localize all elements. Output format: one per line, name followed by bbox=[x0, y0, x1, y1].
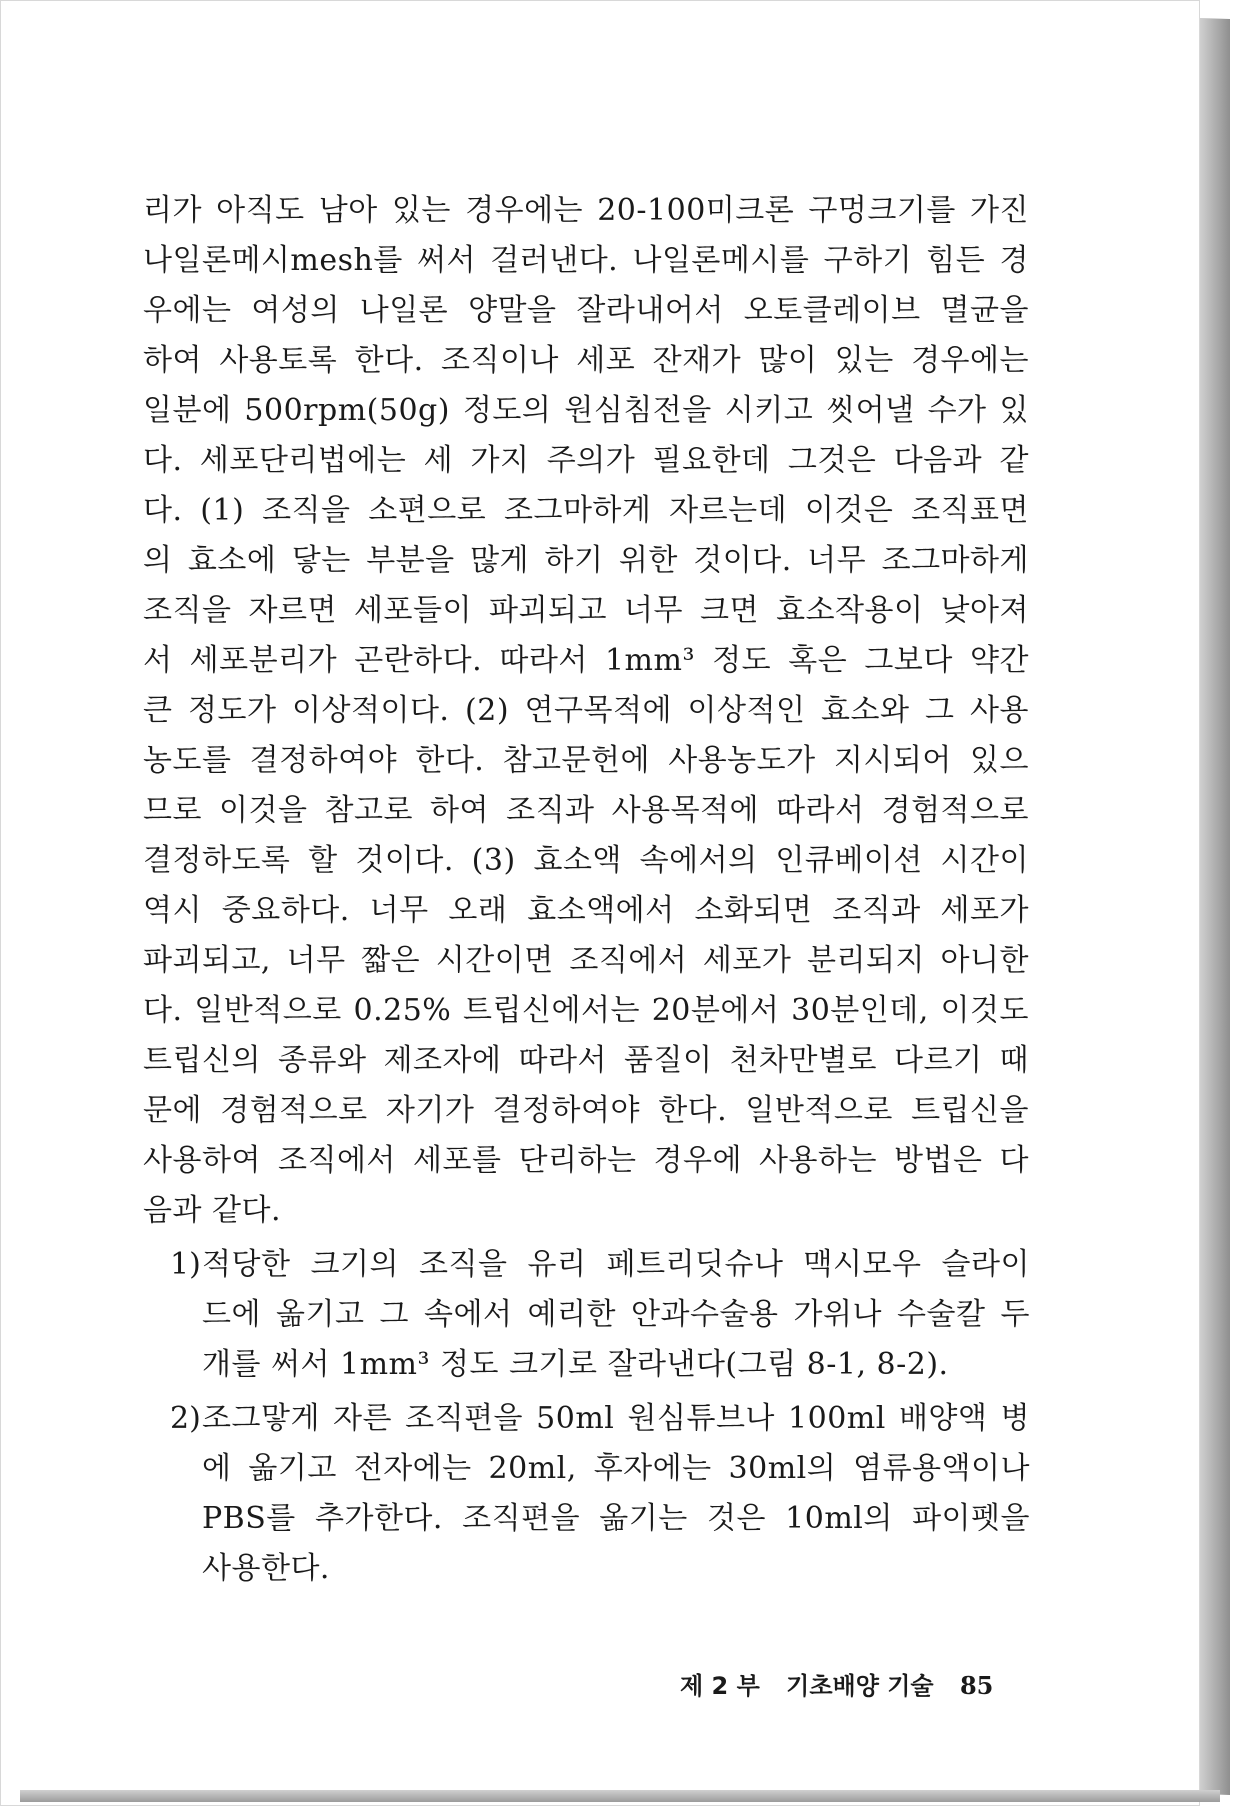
paragraph-line: 트립신의 종류와 제조자에 따라서 품질이 천차만별로 다르기 때 bbox=[143, 1043, 1029, 1078]
paragraph-line: 음과 같다. bbox=[143, 1193, 281, 1228]
list-item-number: 2) bbox=[170, 1401, 201, 1436]
paragraph-line: 역시 중요하다. 너무 오래 효소액에서 소화되면 조직과 세포가 bbox=[143, 893, 1029, 928]
list-item-line: 적당한 크기의 조직을 유리 페트리딧슈나 맥시모우 슬라이 bbox=[202, 1247, 1030, 1282]
list-item-line: 사용한다. bbox=[202, 1551, 330, 1586]
list-item-line: 에 옮기고 전자에는 20ml, 후자에는 30ml의 염류용액이나 bbox=[202, 1451, 1030, 1486]
list-item-line: 드에 옮기고 그 속에서 예리한 안과수술용 가위나 수술칼 두 bbox=[202, 1297, 1030, 1332]
list-item bbox=[170, 1240, 1030, 1390]
paragraph-line: 파괴되고, 너무 짧은 시간이면 조직에서 세포가 분리되지 아니한 bbox=[143, 943, 1029, 978]
paragraph-line: 문에 경험적으로 자기가 결정하여야 한다. 일반적으로 트립신을 bbox=[143, 1093, 1029, 1128]
paragraph-line: 다. 세포단리법에는 세 가지 주의가 필요한데 그것은 다음과 같 bbox=[143, 443, 1029, 478]
paragraph-line: 조직을 자르면 세포들이 파괴되고 너무 크면 효소작용이 낮아져 bbox=[143, 593, 1029, 628]
paragraph-line: 리가 아직도 남아 있는 경우에는 20-100미크론 구멍크기를 가진 bbox=[143, 193, 1029, 228]
paragraph-line: 의 효소에 닿는 부분을 많게 하기 위한 것이다. 너무 조그마하게 bbox=[143, 543, 1029, 578]
list-item-line: PBS를 추가한다. 조직편을 옮기는 것은 10ml의 파이펫을 bbox=[202, 1501, 1030, 1536]
paragraph-line: 다. 일반적으로 0.25% 트립신에서는 20분에서 30분인데, 이것도 bbox=[143, 993, 1029, 1028]
paragraph-line: 하여 사용토록 한다. 조직이나 세포 잔재가 많이 있는 경우에는 bbox=[143, 343, 1029, 378]
paragraph-line: 서 세포분리가 곤란하다. 따라서 1mm³ 정도 혹은 그보다 약간 bbox=[143, 643, 1029, 678]
paragraph-line: 결정하도록 할 것이다. (3) 효소액 속에서의 인큐베이션 시간이 bbox=[143, 843, 1029, 878]
paragraph-line: 우에는 여성의 나일론 양말을 잘라내어서 오토클레이브 멸균을 bbox=[143, 293, 1029, 328]
page-footer bbox=[680, 1666, 1000, 1706]
list-item bbox=[170, 1394, 1030, 1594]
footer-chapter-title: 기초배양 기술 bbox=[786, 1672, 934, 1700]
procedure-list bbox=[170, 1240, 1030, 1598]
paragraph-line: 농도를 결정하여야 한다. 참고문헌에 사용농도가 지시되어 있으 bbox=[143, 743, 1029, 778]
paragraph-line: 큰 정도가 이상적이다. (2) 연구목적에 이상적인 효소와 그 사용 bbox=[143, 693, 1029, 728]
page-number: 85 bbox=[959, 1671, 994, 1700]
list-item-line: 개를 써서 1mm³ 정도 크기로 잘라낸다(그림 8-1, 8-2). bbox=[202, 1347, 949, 1382]
paragraph-line: 므로 이것을 참고로 하여 조직과 사용목적에 따라서 경험적으로 bbox=[143, 793, 1029, 828]
paragraph-line: 일분에 500rpm(50g) 정도의 원심침전을 시키고 씻어낼 수가 있 bbox=[143, 393, 1029, 428]
footer-part-label: 제 2 부 bbox=[680, 1672, 760, 1700]
paragraph-line: 사용하여 조직에서 세포를 단리하는 경우에 사용하는 방법은 다 bbox=[143, 1143, 1029, 1178]
paragraph-line: 다. (1) 조직을 소편으로 조그마하게 자르는데 이것은 조직표면 bbox=[143, 493, 1029, 528]
page-bottom-edge bbox=[20, 1790, 1220, 1802]
body-paragraph bbox=[143, 186, 1029, 1236]
list-item-line: 조그맣게 자른 조직편을 50ml 원심튜브나 100ml 배양액 병 bbox=[202, 1401, 1030, 1436]
list-item-number: 1) bbox=[170, 1247, 201, 1282]
paragraph-line: 나일론메시mesh를 써서 걸러낸다. 나일론메시를 구하기 힘든 경 bbox=[143, 243, 1029, 278]
page-edge-shadow bbox=[1200, 18, 1230, 1795]
